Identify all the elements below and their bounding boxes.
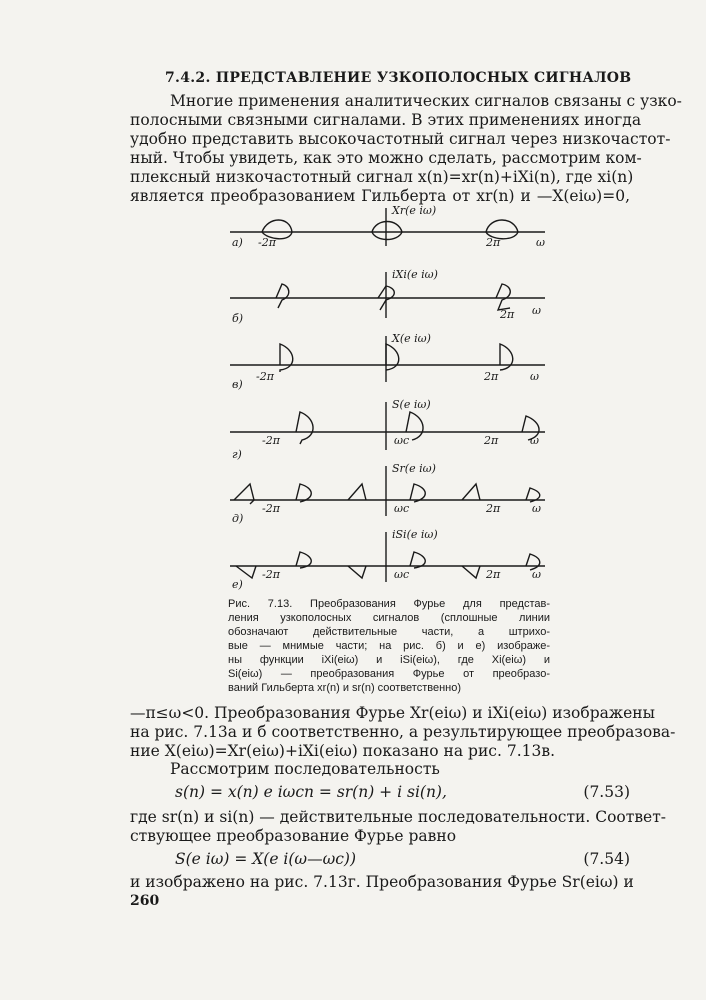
text-line: ный. Чтобы увидеть, как это можно сделать, рассмотрим ком- (130, 149, 642, 167)
lobe-b3 (496, 284, 510, 310)
caption-line: Рис. 7.13. Преобразования Фурье для представ- (228, 598, 550, 610)
text-line: и изображено на рис. 7.13г. Преобразования Фурье Sr(eiω) и (130, 873, 634, 891)
tick-label: ω (532, 304, 541, 317)
axis-label: Sr(e iω) (392, 462, 436, 475)
paragraph-consider (130, 760, 630, 779)
axis-label: iXi(e iω) (392, 268, 438, 281)
lobe-e1 (234, 484, 254, 504)
tick-label: -2π (258, 236, 276, 249)
lobe-e3 (348, 484, 366, 500)
axis-label: S(e iω) (392, 398, 431, 411)
axis-label: X(e iω) (392, 332, 431, 345)
caption-line: вые — мнимые части; на рис. б) и е) изображе- (228, 640, 550, 652)
tick-label: -2π (262, 502, 280, 515)
tick-label: ω (532, 568, 541, 581)
equation-expression: S(e iω) = X(e i(ω—ωc)) (175, 850, 356, 868)
tick-label: 2π (486, 236, 501, 249)
lobe-f5 (462, 566, 480, 578)
lobe-c3 (500, 344, 513, 370)
text-line: —π≤ω<0. Преобразования Фурье Xr(eiω) и iXi(eiω) изображены (130, 704, 655, 722)
caption-line: ны функции iXi(eiω) и iSi(eiω), где Xi(eiω) и (228, 654, 550, 666)
lobe-d1 (296, 412, 313, 444)
tick-label: ω (530, 370, 539, 383)
axis-label: iSi(e iω) (392, 528, 438, 541)
tick-label: ω (530, 434, 539, 447)
lobe-f3 (348, 566, 366, 578)
text-line: ние X(eiω)=Xr(eiω)+iXi(eiω) показано на рис. 7.13в. (130, 742, 556, 760)
panel-label: д) (232, 512, 244, 525)
panel-label: г) (232, 448, 242, 461)
panel-label: б) (232, 312, 244, 325)
lobe-c2 (386, 344, 399, 370)
paragraph-sequences (130, 808, 667, 846)
tick-label: ωc (394, 568, 410, 581)
caption-line: обозначают действительные части, а штрихо- (228, 626, 550, 638)
tick-label: -2π (262, 434, 280, 447)
tick-label: -2π (256, 370, 274, 383)
equation-7-54 (130, 850, 630, 872)
tick-label: ωc (394, 502, 410, 515)
axis-label: Xr(e iω) (392, 204, 437, 217)
lobe-b1 (276, 284, 289, 308)
equation-7-53 (130, 783, 630, 805)
tick-label: 2π (484, 434, 499, 447)
tick-label: 2π (500, 308, 515, 321)
caption-line: Si(eiω) — преобразования Фурье от преобразо- (228, 668, 550, 680)
text-line: плексный низкочастотный сигнал x(n)=xr(n)+iXi(n), где xi(n) (130, 168, 634, 186)
lobe-e5 (462, 484, 480, 500)
section-heading: 7.4.2. ПРЕДСТАВЛЕНИЕ УЗКОПОЛОСНЫХ СИГНАЛОВ (165, 70, 632, 86)
caption-line: ваний Гильберта xr(n) и sr(n) соответственно) (228, 682, 462, 694)
text-line: Рассмотрим последовательность (170, 760, 440, 778)
equation-number: (7.54) (583, 850, 630, 868)
panel-label: е) (232, 578, 243, 591)
equation-expression: s(n) = x(n) e iωcn = sr(n) + i si(n), (175, 783, 447, 801)
paragraph-shown (130, 873, 634, 892)
lobe-a2 (372, 222, 402, 240)
tick-label: -2π (262, 568, 280, 581)
tick-label: ω (536, 236, 545, 249)
text-line: удобно представить высокочастотный сигнал через низкочастот- (130, 130, 671, 148)
tick-label: 2π (486, 502, 501, 515)
caption-line: ления узкополосных сигналов (сплошные линии (228, 612, 550, 624)
text-line: Многие применения аналитических сигналов связаны с узко- (170, 92, 682, 110)
panel-label: а) (232, 236, 243, 249)
tick-label: 2π (484, 370, 499, 383)
lobe-c1 (280, 344, 293, 372)
tick-label: 2π (486, 568, 501, 581)
tick-label: ωc (394, 434, 410, 447)
tick-label: ω (532, 502, 541, 515)
text-line: полосными связными сигналами. В этих применениях иногда (130, 111, 642, 129)
panel-label: в) (232, 378, 243, 391)
paragraph-transforms (130, 704, 676, 761)
text-line: является преобразованием Гильберта от xr(n) и —X(eiω)=0, (130, 187, 630, 205)
text-line: на рис. 7.13а и б соответственно, а результирующее преобразова- (130, 723, 676, 741)
text-line: ствующее преобразование Фурье равно (130, 827, 457, 845)
page-number: 260 (130, 893, 160, 909)
text-line: где sr(n) и si(n) — действительные последовательности. Соответ- (130, 808, 667, 826)
equation-number: (7.53) (583, 783, 630, 801)
figure-caption (228, 597, 550, 695)
lobe-f1 (236, 566, 256, 578)
